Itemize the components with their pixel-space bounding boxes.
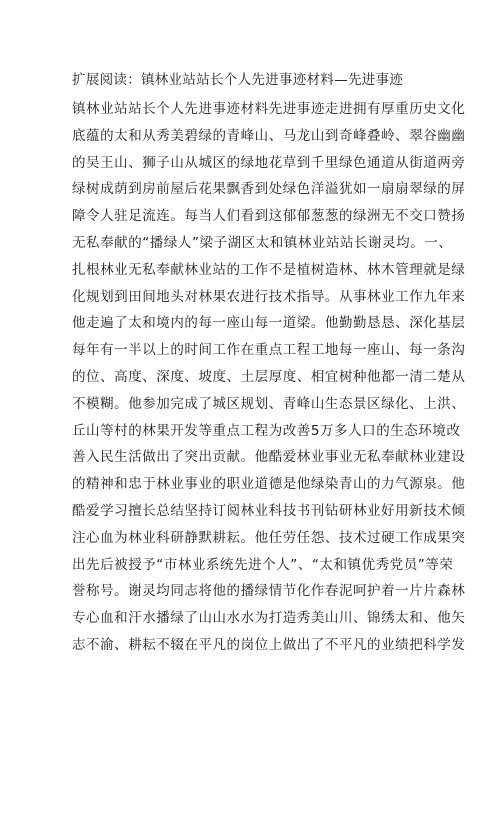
body-line: 绿树成荫到房前屋后花果飘香到处绿色洋溢犹如一扇扇翠绿的屏 [72,181,466,198]
body-line: 酷爱学习擅长总结坚持订阅林业科技书刊钻研林业好用新技术倾 [72,502,466,519]
body-line: 誉称号。谢灵均同志将他的播绿情节化作春泥呵护着一片片森林 [72,583,466,600]
body-line: 善入民生活做出了突出贡献。他酷爱林业事业无私奉献林业建设 [72,449,466,466]
document-title: 扩展阅读：镇林业站站长个人先进事迹材料—先进事迹 [72,72,404,88]
body-line: 无私奉献的“播绿人”梁子湖区太和镇林业站站长谢灵均。一、 [72,234,453,251]
body-line: 不模糊。他参加完成了城区规划、青峰山生态景区绿化、上洪、 [72,395,466,412]
body-line: 化规划到田间地头对林果农进行技术指导。从事林业工作九年来 [72,288,466,305]
body-line: 镇林业站站长个人先进事迹材料先进事迹走进拥有厚重历史文化 [72,101,466,117]
body-line: 的精神和忠于林业事业的职业道德是他绿染青山的力气源泉。他 [72,476,466,493]
body-line: 丘山等村的林果开发等重点工程为改善5万多人口的生态环境改 [72,422,461,439]
body-line: 他走遍了太和境内的每一座山每一道梁。他勤勤恳恳、深化基层 [72,315,466,332]
body-line: 志不渝、耕耘不辍在平凡的岗位上做出了不平凡的业绩把科学发 [72,636,466,653]
body-line: 底蕴的太和从秀美碧绿的青峰山、马龙山到奇峰叠岭、翠谷幽幽 [72,127,466,144]
body-line: 专心血和汗水播绿了山山水水为打造秀美山川、锦绣太和、他矢 [72,610,466,627]
body-line: 每年有一半以上的时间工作在重点工程工地每一座山、每一条沟 [72,342,466,359]
body-line: 的吴王山、狮子山从城区的绿地花草到千里绿色通道从街道两旁 [72,154,466,171]
document-body [72,96,466,659]
body-line: 障令人驻足流连。每当人们看到这郁郁葱葱的绿洲无不交口赞扬 [72,208,466,225]
body-line: 的位、高度、深度、坡度、土层厚度、相宜树种他都一清二楚从 [72,368,466,385]
body-line: 出先后被授予“市林业系统先进个人”、“太和镇优秀党员”等荣 [72,556,454,573]
body-line: 扎根林业无私奉献林业站的工作不是植树造林、林木管理就是绿 [72,261,466,278]
body-line: 注心血为林业科研静默耕耘。他任劳任怨、技术过硬工作成果突 [72,529,466,546]
